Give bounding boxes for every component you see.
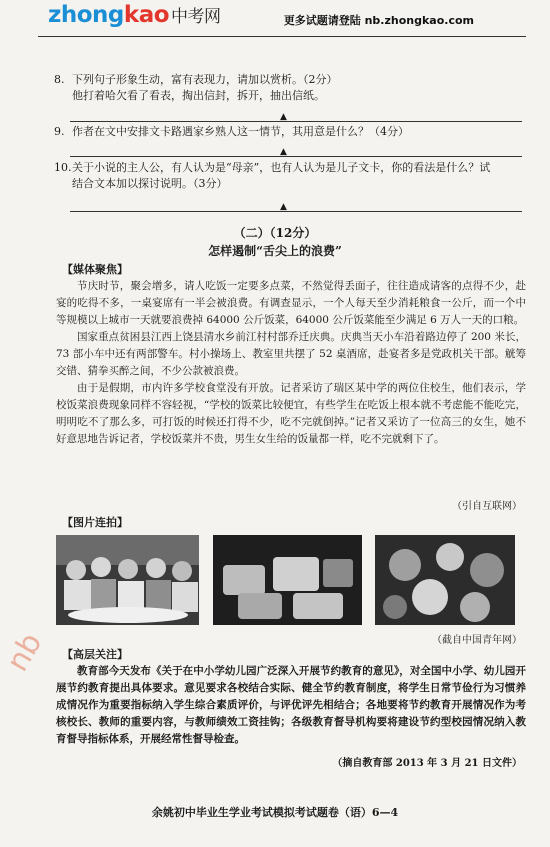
page-header [0, 0, 550, 40]
header-divider [38, 36, 526, 37]
photo-series-label: 【图片连拍】 [62, 516, 128, 529]
question-text-cont: 结合文本加以探讨说明。（3分） [72, 177, 228, 190]
logo-text-zhong: zhong [48, 2, 124, 28]
answer-line [70, 121, 522, 122]
answer-line [70, 211, 522, 212]
question-10 [54, 160, 514, 192]
question-8 [54, 72, 514, 104]
media-focus-text [56, 278, 526, 448]
logo-text-kao: kao [123, 2, 170, 28]
media-paragraph: 节庆时节，聚会增多，请人吃饭一定要多点菜，不然觉得丢面子，往往造成请客的点得不少，赴宴的吃得不多，一桌宴席有一半会被浪费。有调查显示，一个人每天至少消耗粮食一公斤，而一个中等规模以上城市一天就要浪费掉 64000 公斤饭菜，64000 公斤饭菜能至少满足 6 万人一天的口粮。 [56, 280, 526, 326]
question-text: 作者在文中安排文卡路遇家乡熟人这一情节，其用意是什么？（4分） [72, 125, 409, 138]
page-footer: 余姚初中毕业生学业考试模拟考试题卷（语）6—4 [151, 806, 399, 819]
logo-text-cn: 中考网 [171, 7, 221, 27]
question-number: 9. [54, 125, 65, 138]
question-text: 下列句子形象生动，富有表现力，请加以赏析。（2分） [72, 73, 338, 86]
photo-students-eating [56, 535, 199, 625]
answer-marker: ▲ [280, 147, 287, 157]
article-title: 怎样遏制“舌尖上的浪费” [208, 244, 342, 258]
question-number: 10. [54, 161, 72, 174]
media-source: （引自互联网） [452, 501, 522, 512]
policy-text [56, 663, 526, 748]
section-heading: （二）（12分） [233, 226, 317, 240]
question-number: 8. [54, 73, 65, 86]
high-level-label: 【高层关注】 [62, 648, 128, 661]
site-link[interactable]: 更多试题请登陆 nb.zhongkao.com [283, 14, 474, 27]
photo-source: （截自中国青年网） [432, 635, 522, 646]
answer-line [70, 156, 522, 157]
media-paragraph: 由于是假期，市内许多学校食堂没有开放。记者采访了瑞区某中学的两位住校生，他们表示，学校饭菜浪费现象同样不容轻视，“学校的饭菜比较便宜，有些学生在吃饭上根本就不考虑能不能吃完，明明吃不了那么多，可打饭的时候还打得不少，吃不完就倒掉。”记者又采访了一位高三的女生，她不好意思地告诉记者，学校饭菜并不贵，男生女生给的饭量都一样，吃不完就剩下了。 [56, 382, 526, 445]
photo-food-trays [213, 535, 362, 625]
answer-marker: ▲ [280, 112, 287, 122]
media-focus-label: 【媒体聚焦】 [62, 263, 128, 276]
answer-marker: ▲ [280, 202, 287, 212]
policy-paragraph: 教育部今天发布《关于在中小学幼儿园广泛深入开展节约教育的意见》，对全国中小学、幼儿园开展节约教育提出具体要求。意见要求各校结合实际、健全节约教育制度，将学生日常节俭行为习惯养成情况作为重要指标纳入学生综合素质评价，与评优评先相结合；各地要将节约教育开展情况作为考核校长、教师的重要内容，与教师绩效工资挂钩；各级教育督导机构要将建设节约型校园情况纳入教育督导指标体系，开展经常性督导检查。 [56, 665, 526, 745]
question-9 [54, 124, 514, 140]
photo-table-plates [375, 535, 515, 625]
question-text: 关于小说的主人公，有人认为是“母亲”，也有人认为是儿子文卡，你的看法是什么？试 [72, 161, 491, 174]
site-logo[interactable] [48, 2, 221, 32]
watermark: nb [0, 627, 50, 678]
policy-source: （摘自教育部 2013 年 3 月 21 日文件） [332, 758, 522, 769]
question-quote: 他打着哈欠看了看表，掏出信封，拆开，抽出信纸。 [72, 89, 325, 102]
media-paragraph: 国家重点贫困县江西上饶县清水乡前江村村部乔迁庆典。庆典当天小车沿着路边停了 200 米长，73 部小车中还有两部警车。村小操场上、教室里共摆了 52 桌酒席，赴宴者多是党政机关干部。觥筹交错、猜拳买醉之间，不少公款被浪费。 [56, 331, 526, 377]
